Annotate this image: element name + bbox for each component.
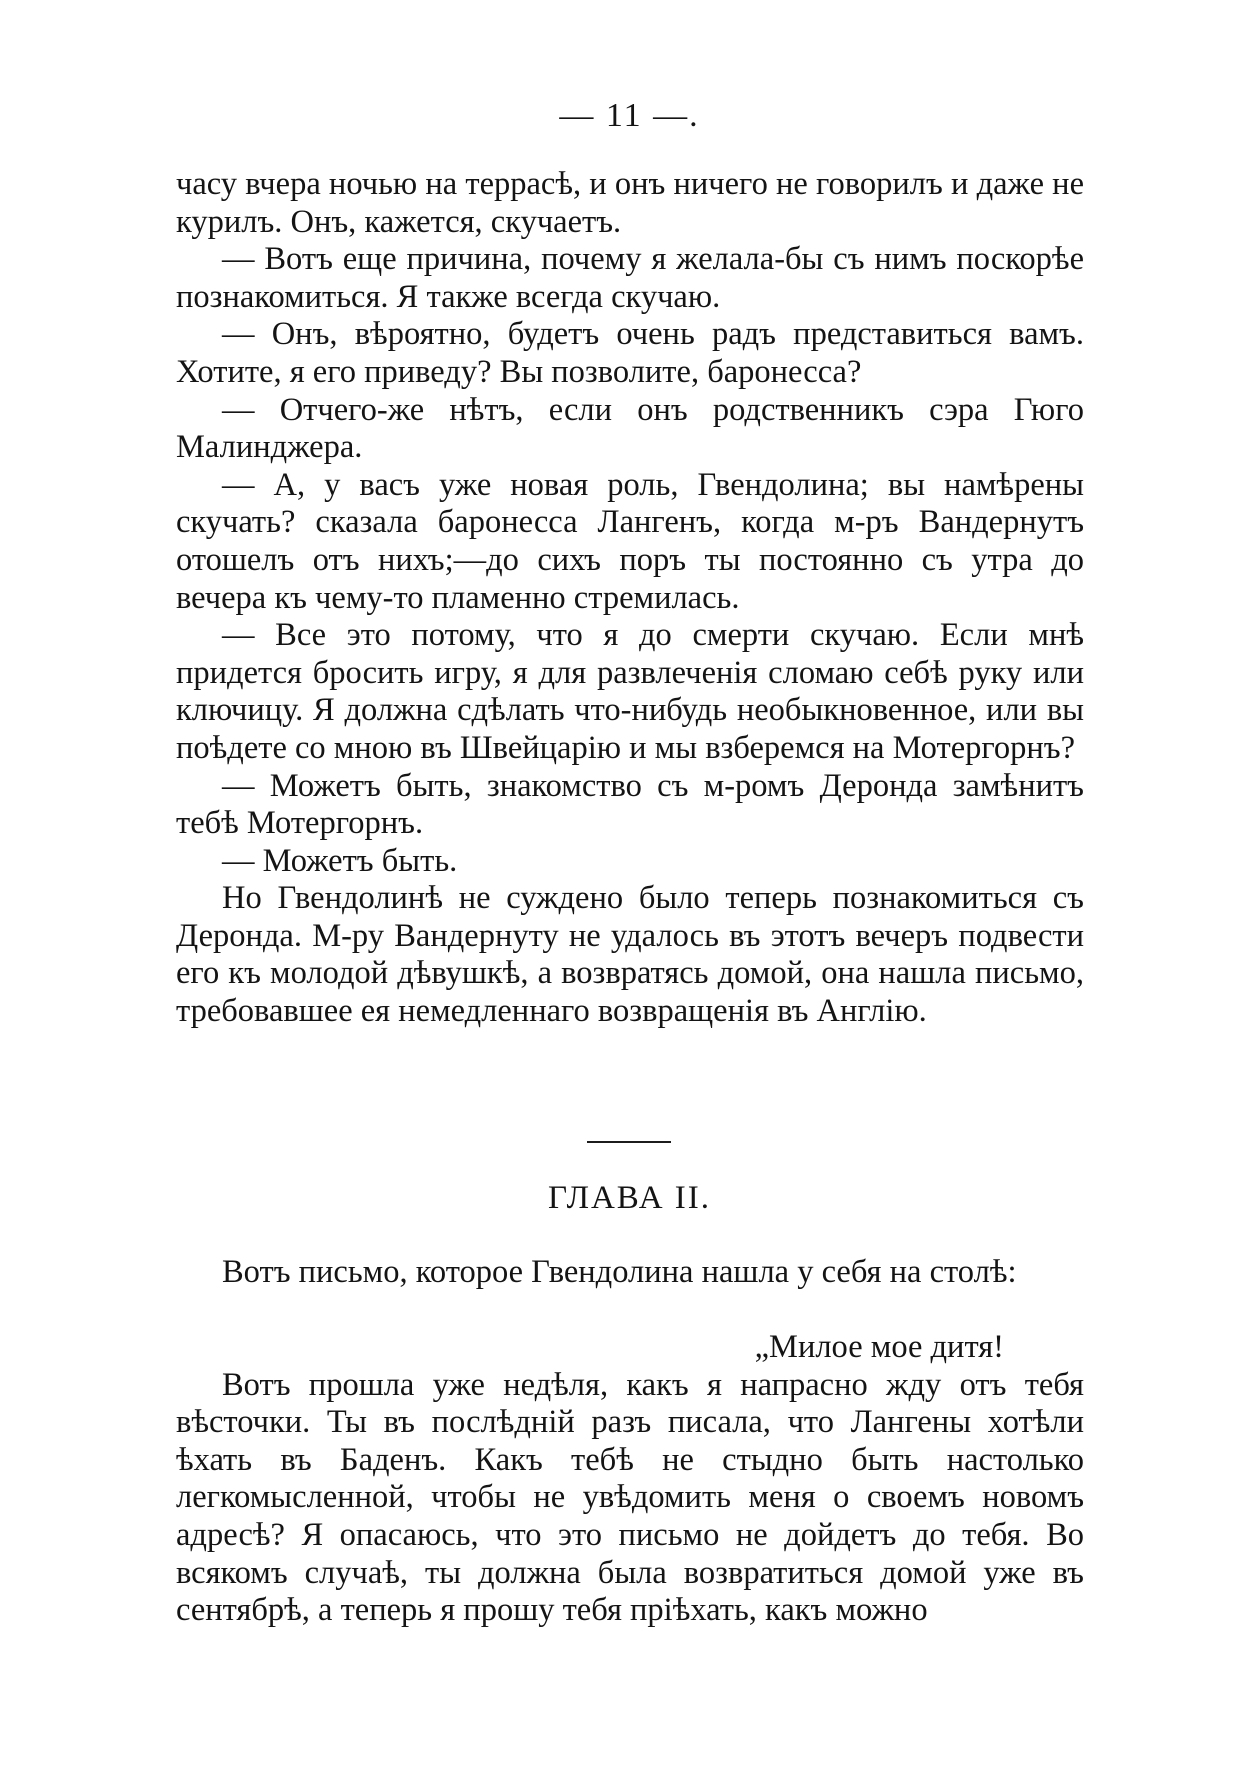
paragraph-continuation: часу вчера ночью на террасѣ, и онъ ничего не говорилъ и даже не курилъ. Онъ, кажется, скучаетъ.	[176, 166, 1084, 240]
chapter-heading: ГЛАВА II.	[547, 1180, 712, 1216]
paragraph-dialogue: — А, у васъ уже новая роль, Гвендолина; вы намѣрены скучать? сказала баронесса Лангенъ, когда м-ръ Вандернутъ отошелъ отъ нихъ;—до сихъ поръ ты постоянно съ утра до вечера къ чему-то пламенно стремилась.	[176, 466, 1084, 616]
body-text-top	[176, 166, 1084, 1031]
letter-salutation: „Милое мое дитя!	[754, 1329, 1004, 1365]
letter-paragraph: Вотъ прошла уже недѣля, какъ я напрасно жду отъ тебя вѣсточки. Ты въ послѣдній разъ писала, что Лангены хотѣли ѣхать въ Баденъ. Какъ тебѣ не стыдно быть настолько легкомысленной, чтобы не увѣдомить меня о своемъ новомъ адресѣ? Я опасаюсь, что это письмо не дойдетъ до тебя. Во всякомъ случаѣ, ты должна была возвратиться домой уже въ сентябрѣ, а теперь я прошу тебя пріѣхать, какъ можно	[176, 1366, 1084, 1629]
paragraph-dialogue: — Можетъ быть, знакомство съ м-ромъ Деронда замѣнитъ тебѣ Мотергорнъ.	[176, 767, 1084, 842]
letter-text	[176, 1329, 1084, 1630]
page-number: — 11 —.	[559, 97, 700, 134]
paragraph-dialogue: — Онъ, вѣроятно, будетъ очень радъ представиться вамъ. Хотите, я его приведу? Вы позволите, баронесса?	[176, 316, 1084, 390]
chapter-lead-paragraph: Вотъ письмо, которое Гвендолина нашла у себя на столѣ:	[222, 1254, 1017, 1290]
paragraph-dialogue: — Можетъ быть.	[222, 842, 458, 879]
paragraph-dialogue: — Все это потому, что я до смерти скучаю. Если мнѣ придется бросить игру, я для развлеченія сломаю себѣ руку или ключицу. Я должна сдѣлать что-нибудь необыкновенное, или вы поѣдете со мною въ Швейцарію и мы взберемся на Мотергорнъ?	[176, 617, 1084, 766]
paragraph-dialogue: — Отчего-же нѣтъ, если онъ родственникъ сэра Гюго Малинджера.	[176, 391, 1084, 466]
paragraph-narrative: Но Гвендолинѣ не суждено было теперь познакомиться съ Деронда. М-ру Вандернуту не удалось въ этотъ вечеръ подвести его къ молодой дѣвушкѣ, а возвратясь домой, она нашла письмо, требовавшее ея немедленнаго возвращенія въ Англію.	[176, 880, 1084, 1030]
paragraph-dialogue: — Вотъ еще причина, почему я желала-бы съ нимъ поскорѣе познакомиться. Я также всегда скучаю.	[176, 241, 1084, 315]
section-divider	[587, 1141, 671, 1143]
